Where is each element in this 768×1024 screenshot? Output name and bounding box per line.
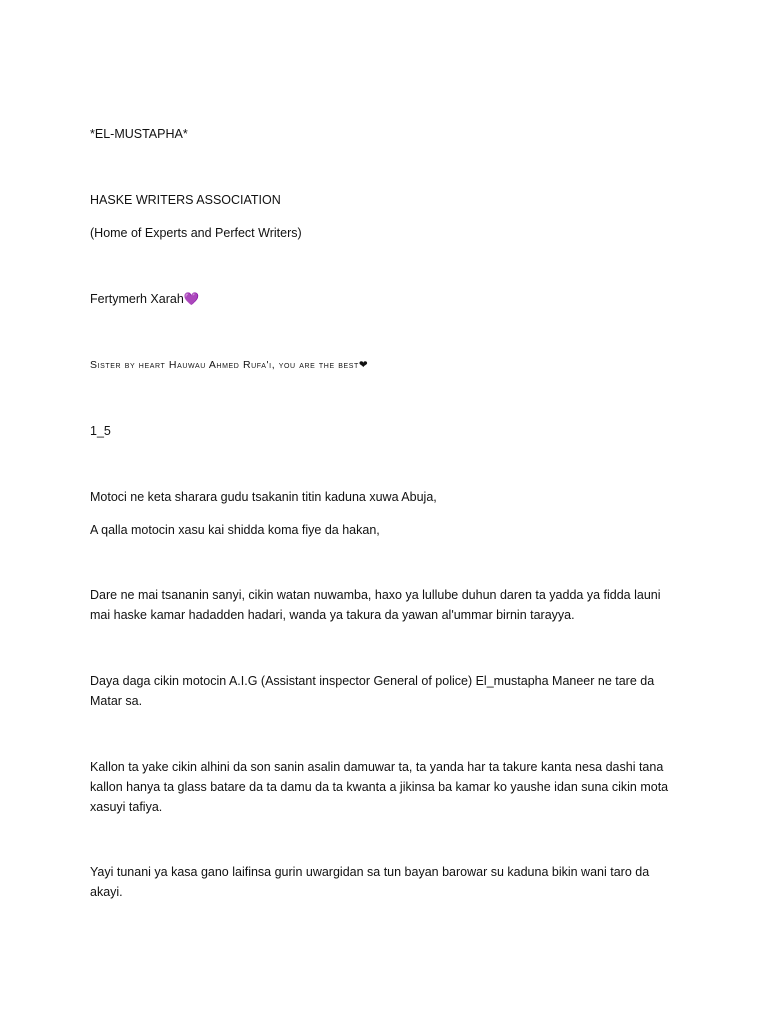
story-title: *EL-MUSTAPHA* <box>90 127 188 141</box>
paragraph: Yayi tunani ya kasa gano laifinsa gurin uwargidan sa tun bayan barowar su kaduna bikin wani taro da akayi. <box>90 865 650 899</box>
paragraph: Motoci ne keta sharara gudu tsakanin titin kaduna xuwa Abuja, <box>90 490 437 504</box>
chapter-number: 1_5 <box>90 424 111 438</box>
paragraph: Daya daga cikin motocin A.I.G (Assistant inspector General of police) El_mustapha Maneer ne tare da Matar sa. <box>90 674 655 708</box>
association-tagline: (Home of Experts and Perfect Writers) <box>90 226 302 240</box>
paragraph: Dare ne mai tsananin sanyi, cikin watan nuwamba, haxo ya lullube duhun daren ta yadda ya fidda launi mai haske kamar hadadden hadari, wanda ya takura da yawan al'ummar birnin tarayya. <box>90 588 661 622</box>
dedication-line: Sister by heart Hauwau Ahmed Rufa'i, you are the best❤ <box>90 359 369 371</box>
author-name: Fertymerh Xarah💜 <box>90 292 200 306</box>
paragraph: Kallon ta yake cikin alhini da son sanin asalin damuwar ta, ta yanda har ta takure kanta nesa dashi tana kallon hanya ta glass batare da ta damu da ta kwanta a jikinsa ba kamar ko yaushe idan suna cikin mota xasuyi tafiya. <box>90 760 669 814</box>
association-name: HASKE WRITERS ASSOCIATION <box>90 193 281 207</box>
paragraph: A qalla motocin xasu kai shidda koma fiye da hakan, <box>90 523 380 537</box>
